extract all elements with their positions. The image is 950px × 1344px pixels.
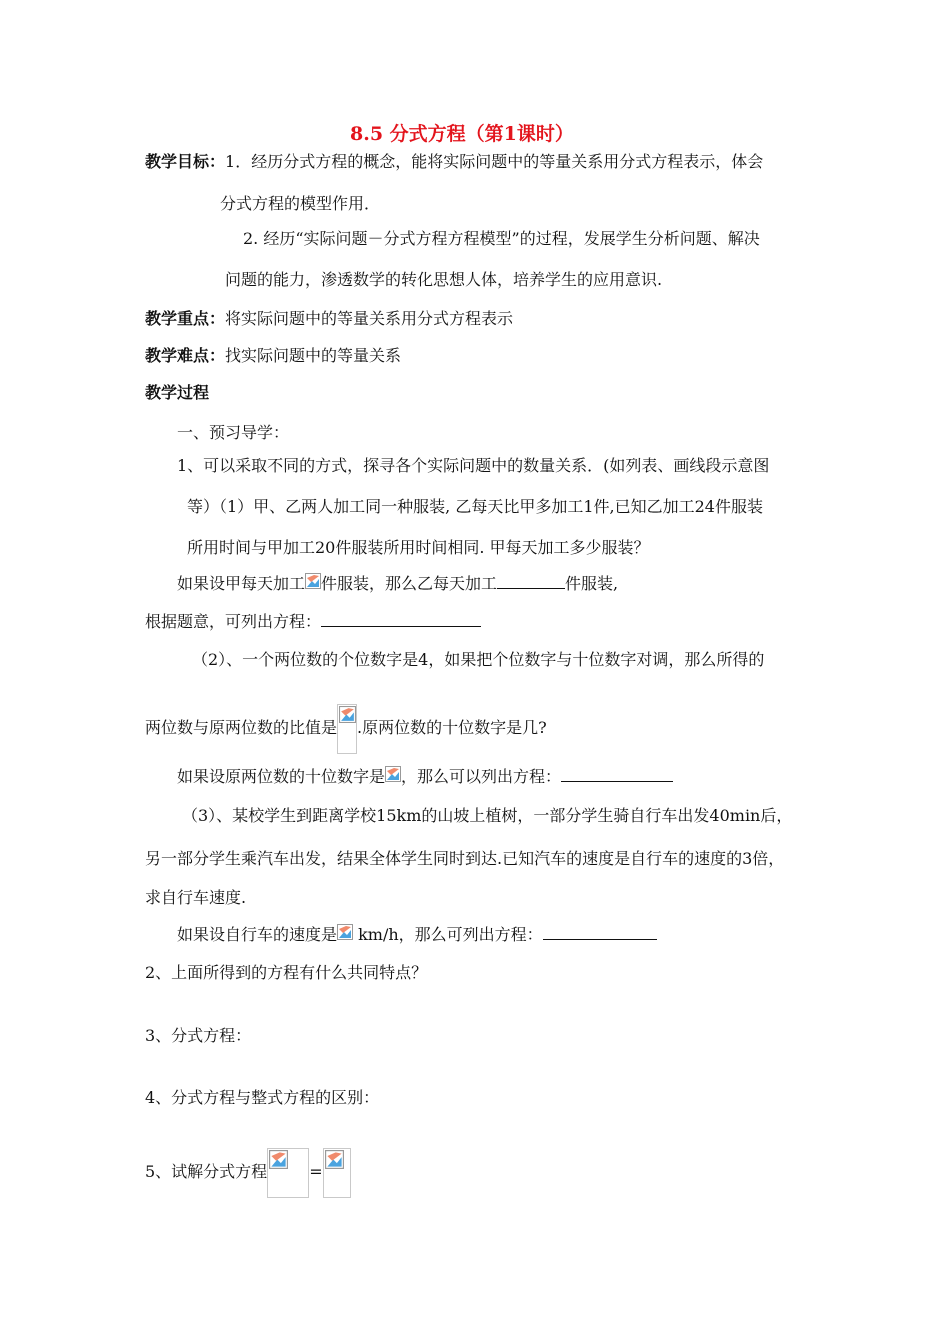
fraction-image bbox=[337, 704, 357, 754]
q1-fill-a bbox=[177, 573, 618, 594]
q1-fill-a1: 如果设甲每天加工 bbox=[177, 574, 306, 593]
q3-fill bbox=[177, 924, 657, 945]
q1-intro-b: 等）（1）甲、乙两人加工同一种服装, 乙每天比甲多加工1件,已知乙加工24件服装 bbox=[187, 497, 763, 516]
objectives-line-1 bbox=[145, 152, 763, 172]
focus-line bbox=[145, 309, 513, 329]
q1-intro-a: 1、可以采取不同的方式，探寻各个实际问题中的数量关系．(如列表、画线段示意图 bbox=[177, 456, 770, 475]
broken-image-icon bbox=[325, 1150, 344, 1169]
page-title: 8.5 分式方程（第1课时） bbox=[350, 123, 574, 145]
broken-image-icon bbox=[385, 766, 401, 782]
q1-answer-blank-1[interactable] bbox=[497, 574, 565, 589]
q6-text: 4、分式方程与整式方程的区别： bbox=[145, 1088, 380, 1107]
q7-line bbox=[145, 1146, 351, 1198]
q3-fill-2: km/h，那么可列出方程： bbox=[353, 925, 543, 944]
q2-text-b2: .原两位数的十位数字是几? bbox=[357, 718, 547, 737]
difficulty-line bbox=[145, 346, 401, 366]
objectives-label: 教学目标： bbox=[145, 152, 226, 171]
q5-text: 3、分式方程： bbox=[145, 1026, 252, 1045]
focus-label: 教学重点： bbox=[145, 309, 226, 328]
process-heading: 教学过程 bbox=[145, 383, 210, 402]
focus-text: 将实际问题中的等量关系用分式方程表示 bbox=[225, 309, 514, 328]
q1-fill-b bbox=[145, 612, 481, 632]
objective-2-text-a: 2. 经历“实际问题－分式方程方程模型”的过程，发展学生分析问题、解决 bbox=[243, 229, 760, 248]
q1-fill-b-text: 根据题意，可列出方程： bbox=[145, 612, 322, 631]
q4-text: 2、上面所得到的方程有什么共同特点？ bbox=[145, 963, 428, 982]
q1-fill-a3: 件服装, bbox=[565, 574, 619, 593]
q2-text-b1: 两位数与原两位数的比值是 bbox=[145, 718, 338, 737]
objective-1-text-b: 分式方程的模型作用． bbox=[220, 194, 381, 213]
difficulty-text: 找实际问题中的等量关系 bbox=[225, 346, 402, 365]
q2-fill-2: ，那么可以列出方程： bbox=[401, 767, 562, 786]
q1-intro-c: 所用时间与甲加工20件服装所用时间相同. 甲每天加工多少服装？ bbox=[187, 538, 650, 557]
equation-left-image bbox=[267, 1148, 309, 1198]
broken-image-icon bbox=[269, 1150, 288, 1169]
section-1-heading: 一、预习导学： bbox=[177, 423, 290, 442]
difficulty-label: 教学难点： bbox=[145, 346, 226, 365]
q1-fill-a2: 件服装，那么乙每天加工 bbox=[321, 574, 498, 593]
broken-image-icon bbox=[337, 924, 353, 940]
objective-2-text-b: 问题的能力，渗透数学的转化思想人体，培养学生的应用意识. bbox=[225, 270, 663, 289]
q3-equation-blank[interactable] bbox=[543, 925, 657, 940]
equals-sign: = bbox=[309, 1162, 323, 1181]
q2-equation-blank[interactable] bbox=[561, 767, 673, 782]
q3-text-a: （3）、某校学生到距离学校15km的山坡上植树，一部分学生骑自行车出发40min后， bbox=[182, 806, 793, 825]
objective-1-text-a: 1．经历分式方程的概念，能将实际问题中的等量关系用分式方程表示，体会 bbox=[225, 152, 764, 171]
q3-text-c: 求自行车速度. bbox=[145, 888, 247, 907]
broken-image-icon bbox=[339, 706, 356, 723]
q2-fill-1: 如果设原两位数的十位数字是 bbox=[177, 767, 386, 786]
equation-right-image bbox=[323, 1148, 351, 1198]
q3-text-b: 另一部分学生乘汽车出发，结果全体学生同时到达.已知汽车的速度是自行车的速度的3倍， bbox=[145, 849, 785, 868]
q2-fill bbox=[177, 766, 673, 787]
q3-fill-1: 如果设自行车的速度是 bbox=[177, 925, 338, 944]
q1-equation-blank[interactable] bbox=[321, 612, 481, 627]
q7-text: 5、试解分式方程 bbox=[145, 1162, 268, 1181]
broken-image-icon bbox=[305, 573, 321, 589]
q2-text-b bbox=[145, 702, 547, 754]
q2-text-a: （2）、一个两位数的个位数字是4，如果把个位数字与十位数字对调，那么所得的 bbox=[192, 650, 765, 669]
